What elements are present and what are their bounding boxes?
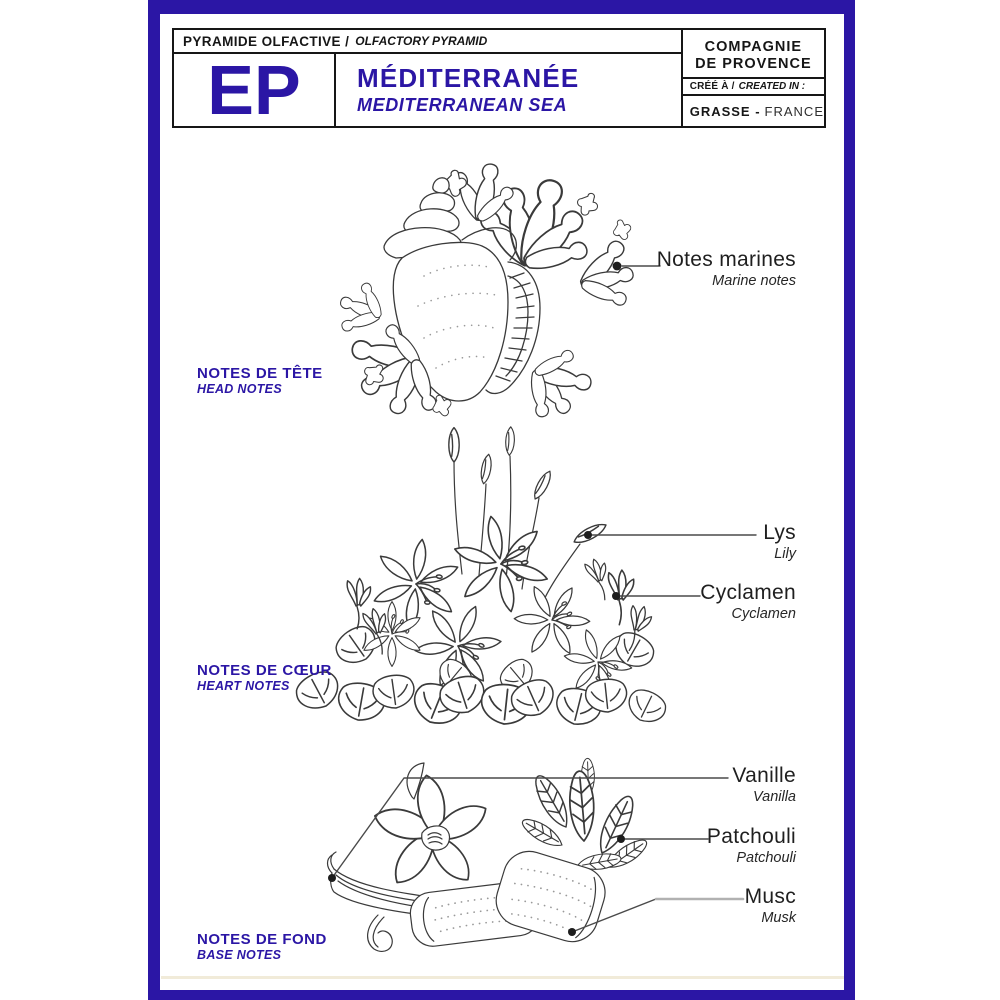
section-label-heart-notes <box>197 663 332 693</box>
header-left <box>174 30 683 129</box>
note-fr: Cyclamen <box>700 581 796 604</box>
note-label-lily <box>763 521 796 563</box>
brand-line1: COMPAGNIE <box>704 39 803 55</box>
section-label-fr: NOTES DE CŒUR <box>197 662 332 679</box>
note-en: Lily <box>774 546 796 562</box>
pyramid-label-en: OLFACTORY PYRAMID <box>355 34 488 48</box>
created-in-row <box>683 77 824 96</box>
note-label-patchouli <box>707 825 796 867</box>
note-en: Musk <box>761 910 796 926</box>
note-fr: Vanille <box>732 764 796 787</box>
note-en: Vanilla <box>753 789 796 805</box>
fragrance-title-fr: MÉDITERRANÉE <box>357 63 580 94</box>
seashell-coral-illustration <box>332 166 648 418</box>
note-en: Marine notes <box>712 273 796 289</box>
note-label-marine <box>657 248 796 290</box>
note-label-musk <box>745 885 796 927</box>
brand-name <box>683 30 824 77</box>
section-label-head-notes <box>197 366 323 396</box>
logo-cell <box>174 51 336 129</box>
created-in-fr: CRÉÉ À / <box>689 81 735 92</box>
header-bottom-row <box>174 51 681 129</box>
section-label-en: HEART NOTES <box>197 679 290 693</box>
header-right <box>683 30 824 126</box>
origin-country: FRANCE <box>764 103 824 119</box>
vanilla-patchouli-musk-illustration <box>316 757 650 963</box>
note-fr: Notes marines <box>656 248 796 271</box>
section-label-fr: NOTES DE FOND <box>197 931 327 948</box>
origin-row <box>683 96 824 126</box>
note-fr: Lys <box>763 521 796 544</box>
note-label-vanilla <box>732 764 796 806</box>
note-fr: Musc <box>744 885 796 908</box>
fragrance-title-en: MEDITERRANEAN SEA <box>357 94 568 115</box>
section-label-base-notes <box>197 932 327 962</box>
note-en: Cyclamen <box>731 606 796 622</box>
section-label-en: HEAD NOTES <box>197 382 282 396</box>
section-label-en: BASE NOTES <box>197 948 282 962</box>
section-label-fr: NOTES DE TÊTE <box>197 365 323 382</box>
note-en: Patchouli <box>736 850 796 866</box>
pyramid-label-fr: PYRAMIDE OLFACTIVE / <box>183 33 350 49</box>
note-label-cyclamen <box>700 581 796 623</box>
lily-cyclamen-illustration <box>296 424 666 728</box>
header-box <box>172 28 826 128</box>
note-fr: Patchouli <box>706 825 796 848</box>
brand-line2: DE PROVENCE <box>695 56 812 72</box>
title-cell <box>336 54 681 126</box>
created-in-en: CREATED IN : <box>738 81 806 92</box>
bottom-cream-strip <box>161 976 844 979</box>
origin-city: GRASSE - <box>689 103 761 119</box>
ep-logo: EP <box>207 51 301 129</box>
